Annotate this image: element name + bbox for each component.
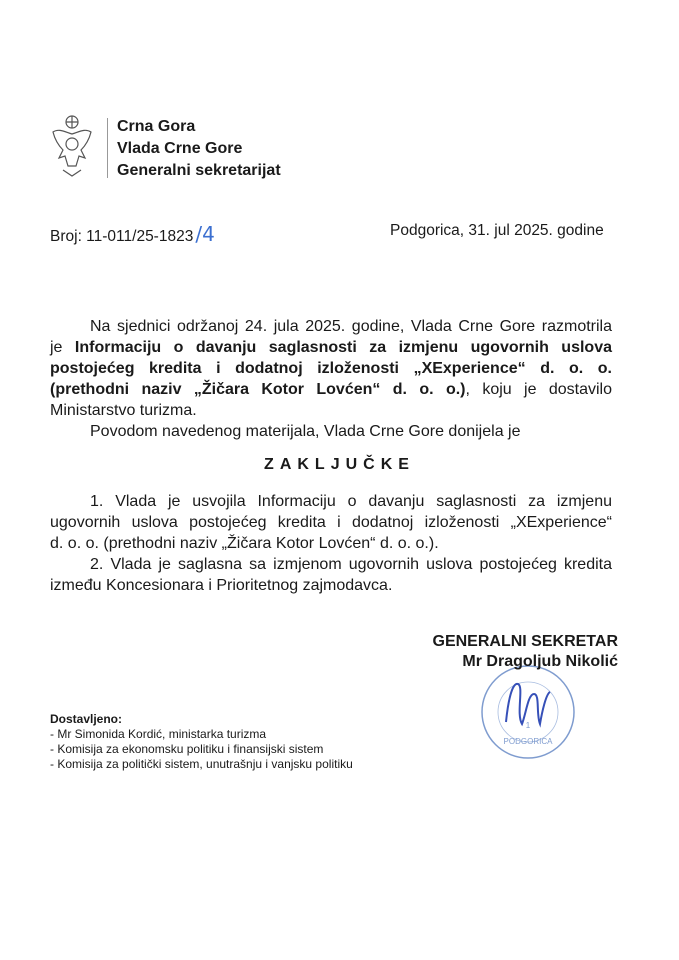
reference-number <box>50 222 215 246</box>
paragraph-decision: Povodom navedenog materijala, Vlada Crne Gore donijela je <box>90 423 521 440</box>
official-stamp <box>478 662 578 762</box>
document-date: Podgorica, 31. jul 2025. godine <box>390 222 604 239</box>
text-span: je <box>50 339 75 356</box>
text-line: Ministarstvo turizma. <box>50 402 197 419</box>
signatory-name: Mr Dragoljub Nikolić <box>462 653 618 670</box>
distribution-list <box>50 712 353 772</box>
text-line <box>50 379 612 400</box>
handwritten-suffix: /4 <box>195 222 215 246</box>
paragraph-intro <box>50 316 612 442</box>
conclusion-1-line: ugovornih uslova postojećeg kredita i dodatnoj izloženosti „XExperience“ <box>50 514 612 531</box>
government-name: Vlada Crne Gore <box>117 140 243 157</box>
letterhead <box>117 116 281 182</box>
svg-text:PODGORICA: PODGORICA <box>503 737 553 746</box>
text-line: Na sjednici održanoj 24. jula 2025. godine, Vlada Crne Gore razmotrila <box>90 318 612 335</box>
reference-text: Broj: 11-011/25-1823 <box>50 228 194 245</box>
conclusion-2-line: između Koncesionara i Prioritetnog zajmodavca. <box>50 577 393 594</box>
distribution-item: - Komisija za politički sistem, unutrašnju i vanjsku politiku <box>50 757 353 771</box>
text-line: postojećeg kredita i dodatnoj izloženosti „XExperience“ d. o. o. <box>50 360 612 377</box>
conclusions-title: ZAKLJUČKE <box>264 456 415 473</box>
coat-of-arms-logo <box>45 112 99 178</box>
department-name: Generalni sekretarijat <box>117 162 281 179</box>
distribution-item: - Mr Simonida Kordić, ministarka turizma <box>50 727 267 741</box>
bold-text: Informaciju o davanju saglasnosti za izmjenu ugovornih uslova <box>74 339 612 356</box>
bold-text: (prethodni naziv „Žičara Kotor Lovćen“ d. o. o.) <box>50 381 466 398</box>
distribution-title: Dostavljeno: <box>50 712 123 726</box>
signature-block <box>400 632 618 672</box>
conclusion-2-line: 2. Vlada je saglasna sa izmjenom ugovornih uslova postojećeg kredita <box>90 556 612 573</box>
signatory-title: GENERALNI SEKRETAR <box>432 633 618 650</box>
header-divider <box>107 118 108 178</box>
distribution-item: - Komisija za ekonomsku politiku i finansijski sistem <box>50 742 324 756</box>
svg-text:1: 1 <box>525 721 531 730</box>
country-name: Crna Gora <box>117 118 196 135</box>
text-span: , koju je dostavilo <box>465 381 613 398</box>
conclusions-list <box>50 491 612 596</box>
text-line <box>50 337 612 358</box>
conclusion-1-line: d. o. o. (prethodni naziv „Žičara Kotor Lovćen“ d. o. o.). <box>50 535 439 552</box>
conclusion-1-line: 1. Vlada je usvojila Informaciju o davanju saglasnosti za izmjenu <box>90 493 612 510</box>
